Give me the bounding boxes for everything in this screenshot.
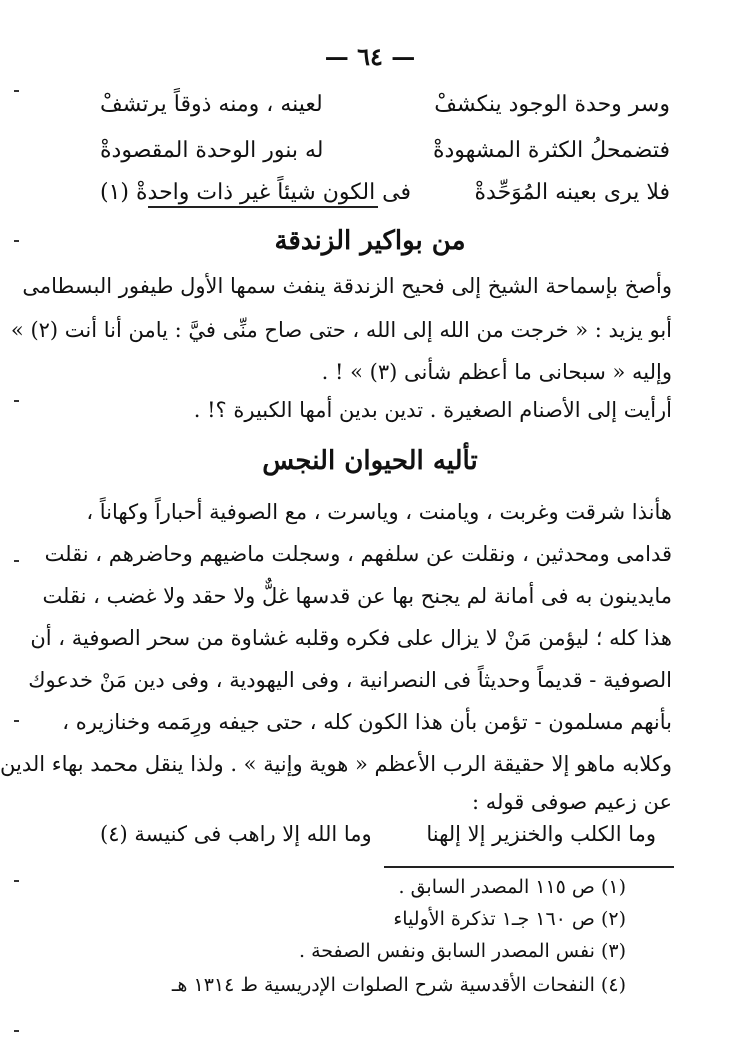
verse-underline [148,206,378,208]
paragraph-line: أبو يزيد : « خرجت من الله إلى الله ، حتى صاح منِّى فيَّ : يامن أنا أنت (٢) » [10,318,672,342]
verse-second-hemistich: فى الكون شيئاً غير ذات واحدةْ (١) [100,180,412,205]
paragraph-line: الصوفية - قديماً وحديثاً فى النصرانية ، وفى اليهودية ، وفى دين مَنْ خدعوك [28,668,672,692]
verse-first-hemistich: فتضمحلُ الكثرة المشهودةْ [432,138,670,163]
section-heading-deification: تأليه الحيوان النجس [262,446,478,476]
footnote: (٣) نفس المصدر السابق ونفس الصفحة . [299,940,626,962]
verse-first-hemistich: فلا يرى بعينه المُوَحِّدةْ [474,180,670,205]
margin-mark [14,1030,19,1032]
paragraph-line: وإليه « سبحانى ما أعظم شأنى (٣) » ! . [321,360,672,384]
verse-second-hemistich: وما الله إلا راهب فى كنيسة (٤) [100,822,372,846]
footnote: (٢) ص ١٦٠ جـ١ تذكرة الأولياء [393,908,626,930]
paragraph-line: عن زعيم صوفى قوله : [471,790,672,814]
paragraph-line: مايدينون به فى أمانة لم يجنح بها عن قدسها غلٌّ ولا حقد ولا غضب ، نقلت [42,584,672,608]
rhetorical-question: أرأيت إلى الأصنام الصغيرة . تدين بدين أمها الكبيرة ؟! . [193,398,672,422]
paragraph-line: هذا كله ؛ ليؤمن مَنْ لا يزال على فكره وقلبه غشاوة من سحر الصوفية ، أن [30,626,672,650]
paragraph-line: وأصخ بإسماحة الشيخ إلى فحيح الزندقة ينفث سمها الأول طيفور البسطامى [22,274,672,298]
footnote-separator [384,866,674,868]
paragraph-line: بأنهم مسلمون - تؤمن بأن هذا الكون كله ، حتى جيفه ورِمَمه وخنازيره ، [62,710,672,734]
margin-mark [14,400,19,402]
margin-mark [14,720,19,722]
margin-mark [14,880,19,882]
paragraph-line: وكلابه ماهو إلا حقيقة الرب الأعظم « هوية وإنية » . ولذا ينقل محمد بهاء الدين [0,752,672,776]
paragraph-line: هأنذا شرقت وغربت ، ويامنت ، وياسرت ، مع الصوفية أحباراً وكهاناً ، [86,500,672,524]
verse-line [100,180,670,220]
verse-second-hemistich: له بنور الوحدة المقصودةْ [100,138,324,163]
verse-first-hemistich: وسر وحدة الوجود ينكشفْ [434,92,670,117]
verse-line [100,138,670,178]
verse-first-hemistich: وما الكلب والخنزير إلا إلهنا [426,822,656,846]
footnote: (١) ص ١١٥ المصدر السابق . [398,876,626,898]
verse-line [100,92,670,132]
margin-mark [14,90,19,92]
margin-mark [14,240,19,242]
margin-mark [14,560,19,562]
paragraph-line: قدامى ومحدثين ، ونقلت عن سلفهم ، وسجلت ماضيهم وحاضرهم ، نقلت [44,542,672,566]
page-number: — ٦٤ — [324,42,416,71]
footnote: (٤) النفحات الأقدسية شرح الصلوات الإدريسية ط ١٣١٤ هـ [171,974,626,996]
verse-second-hemistich: لعينه ، ومنه ذوقاً يرتشفْ [100,92,323,117]
section-heading-early-zandaqa: من بواكير الزندقة [274,226,466,256]
